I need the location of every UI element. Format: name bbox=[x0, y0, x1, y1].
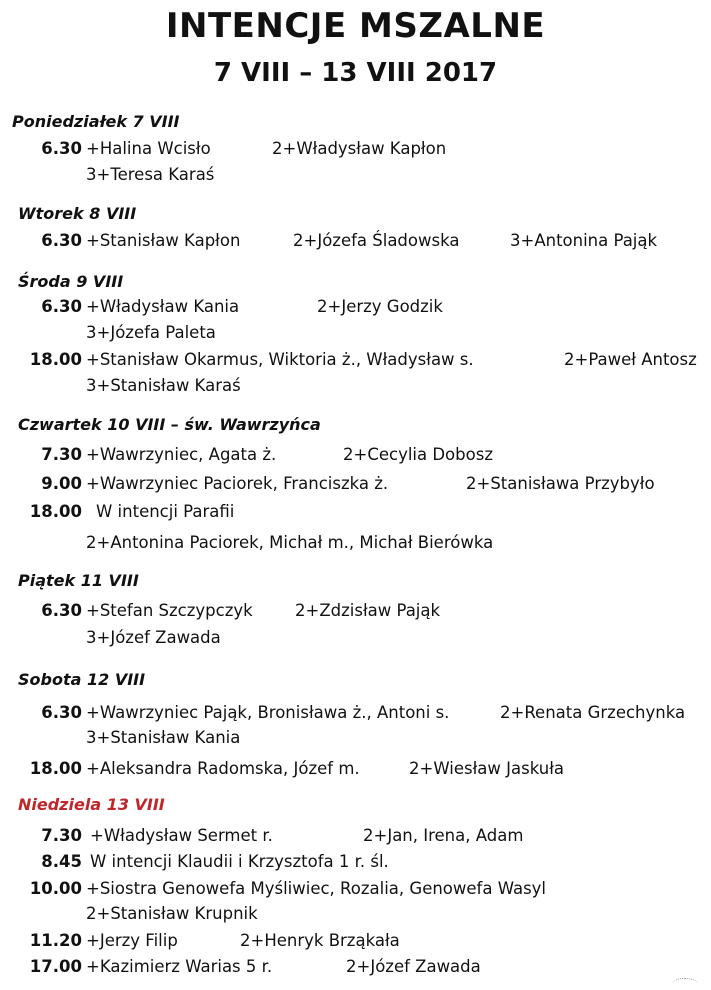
intention-primary: +Wawrzyniec Paciorek, Franciszka ż. bbox=[86, 474, 389, 493]
intention-second: 2+Jerzy Godzik bbox=[317, 297, 443, 316]
mass-time: 18.00 bbox=[29, 502, 82, 521]
mass-time: 9.00 bbox=[41, 474, 82, 493]
intention-primary: +Wawrzyniec Pająk, Bronisława ż., Antoni s. bbox=[86, 703, 450, 722]
day-heading: Niedziela 13 VIII bbox=[18, 795, 165, 814]
date-range: 7 VIII – 13 VIII 2017 bbox=[213, 58, 498, 88]
page-title: INTENCJE MSZALNE bbox=[165, 6, 546, 46]
mass-time: 10.00 bbox=[29, 879, 82, 898]
intention-primary: +Halina Wcisło bbox=[86, 139, 211, 158]
intention-third: 3+Antonina Pająk bbox=[510, 231, 658, 250]
day-heading: Poniedziałek 7 VIII bbox=[12, 112, 180, 131]
mass-time: 6.30 bbox=[41, 601, 82, 620]
intention-primary: +Wawrzyniec, Agata ż. bbox=[86, 445, 277, 464]
mass-time: 18.00 bbox=[29, 350, 82, 369]
mass-time: 6.30 bbox=[41, 139, 82, 158]
day-heading: Sobota 12 VIII bbox=[18, 670, 146, 689]
mass-time: 11.20 bbox=[29, 931, 82, 950]
day-heading: Środa 9 VIII bbox=[18, 272, 124, 291]
intention-primary: +Stefan Szczypczyk bbox=[86, 601, 253, 620]
intention-second: 2+Józef Zawada bbox=[346, 957, 481, 976]
intention-continuation: 2+Stanisław Krupnik bbox=[86, 904, 258, 923]
intention-primary: +Stanisław Okarmus, Wiktoria ż., Władysław s. bbox=[86, 350, 474, 369]
intention-primary: +Aleksandra Radomska, Józef m. bbox=[86, 759, 360, 778]
day-heading: Czwartek 10 VIII – św. Wawrzyńca bbox=[18, 415, 321, 434]
intention-second: 2+Jan, Irena, Adam bbox=[363, 826, 524, 845]
intention-primary: +Stanisław Kapłon bbox=[86, 231, 241, 250]
intention-second: 2+Władysław Kapłon bbox=[272, 139, 447, 158]
intention-second: 2+Cecylia Dobosz bbox=[343, 445, 493, 464]
intention-second: 2+Renata Grzechynka bbox=[500, 703, 686, 722]
intention-second: 2+Henryk Brząkała bbox=[240, 931, 400, 950]
intention-continuation: 3+Stanisław Kania bbox=[86, 728, 241, 747]
intention-continuation: 3+Józef Zawada bbox=[86, 628, 221, 647]
mass-time: 6.30 bbox=[41, 297, 82, 316]
intention-primary: W intencji Parafii bbox=[96, 502, 235, 521]
mass-time: 6.30 bbox=[41, 231, 82, 250]
intention-second: 2+Zdzisław Pająk bbox=[295, 601, 441, 620]
intention-primary: +Jerzy Filip bbox=[86, 931, 178, 950]
intention-primary: +Władysław Kania bbox=[86, 297, 240, 316]
intention-continuation: 3+Józefa Paleta bbox=[86, 323, 216, 342]
intention-second: 2+Stanisława Przybyło bbox=[466, 474, 655, 493]
mass-time: 6.30 bbox=[41, 703, 82, 722]
intention-primary: W intencji Klaudii i Krzysztofa 1 r. śl. bbox=[90, 852, 389, 871]
intention-second: 2+Paweł Antosz bbox=[564, 350, 697, 369]
intention-continuation: 3+Stanisław Karaś bbox=[86, 376, 241, 395]
mass-time: 7.30 bbox=[41, 445, 82, 464]
intention-continuation: 2+Antonina Paciorek, Michał m., Michał Bierówka bbox=[86, 533, 494, 552]
mass-time: 17.00 bbox=[29, 957, 82, 976]
intention-second: 2+Józefa Śladowska bbox=[293, 231, 460, 250]
intention-primary: +Siostra Genowefa Myśliwiec, Rozalia, Genowefa Wasyl bbox=[86, 879, 547, 898]
intention-primary: +Kazimierz Warias 5 r. bbox=[86, 957, 273, 976]
page-mark bbox=[672, 978, 698, 989]
mass-time: 7.30 bbox=[41, 826, 82, 845]
mass-time: 18.00 bbox=[29, 759, 82, 778]
intention-continuation: 3+Teresa Karaś bbox=[86, 165, 215, 184]
intention-second: 2+Wiesław Jaskuła bbox=[409, 759, 565, 778]
intention-primary: +Władysław Sermet r. bbox=[90, 826, 273, 845]
day-heading: Wtorek 8 VIII bbox=[18, 204, 137, 223]
mass-time: 8.45 bbox=[41, 852, 82, 871]
day-heading: Piątek 11 VIII bbox=[18, 571, 139, 590]
